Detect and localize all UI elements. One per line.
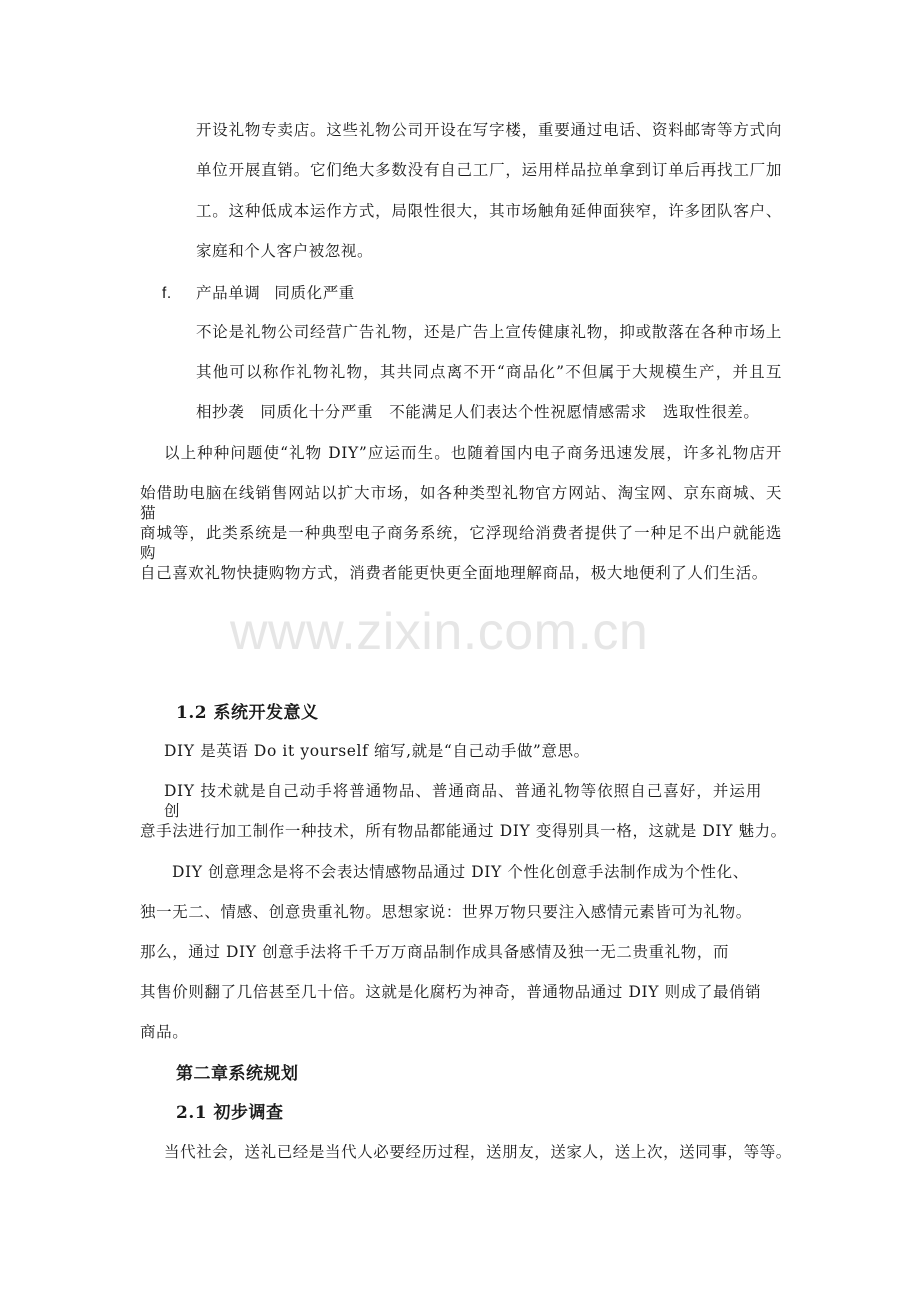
paragraph-line: 开设礼物专卖店。这些礼物公司开设在写字楼，重要通过电话、资料邮寄等方式向 <box>196 121 782 139</box>
list-item-title-part1: 产品单调 <box>196 284 261 302</box>
paragraph-line: 当代社会，送礼已经是当代人必要经历过程，送朋友，送家人，送上次，送同事，等等。 <box>164 1143 792 1161</box>
paragraph-line: 相抄袭 同质化十分严重 不能满足人们表达个性祝愿情感需求 选取性很差。 <box>196 403 760 421</box>
paragraph-line: 不论是礼物公司经营广告礼物，还是广告上宣传健康礼物，抑或散落在各种市场上 <box>196 323 782 341</box>
paragraph-line: 以上种种问题使“礼物 DIY”应运而生。也随着国内电子商务迅速发展，许多礼物店开 <box>164 444 782 462</box>
paragraph-line: 始借助电脑在线销售网站以扩大市场，如各种类型礼物官方网站、淘宝网、京东商城、天猫 <box>140 484 782 522</box>
chapter-heading-2: 第二章系统规划 <box>176 1064 299 1084</box>
paragraph-line: 商品。 <box>140 1023 189 1041</box>
watermark: www.zixin.com.cn <box>230 603 649 661</box>
section-heading-2-1: 2.1 初步调查 <box>176 1103 284 1123</box>
list-item-title-part2: 同质化严重 <box>274 284 355 302</box>
paragraph-line: 其他可以称作礼物礼物，其共同点离不开“商品化”不但属于大规模生产，并且互 <box>196 363 782 381</box>
paragraph-line: DIY 创意理念是将不会表达情感物品通过 DIY 个性化创意手法制作成为个性化、 <box>172 863 749 881</box>
paragraph-line: 那么，通过 DIY 创意手法将千千万万商品制作成具备感情及独一无二贵重礼物，而 <box>140 943 730 961</box>
paragraph-line: 工。这种低成本运作方式，局限性很大，其市场触角延伸面狭窄，许多团队客户、 <box>196 202 782 220</box>
paragraph-line: 独一无二、情感、创意贵重礼物。思想家说：世界万物只要注入感情元素皆可为礼物。 <box>140 903 752 921</box>
paragraph-line: DIY 技术就是自己动手将普通物品、普通商品、普通礼物等依照自己喜好，并运用创 <box>164 782 762 820</box>
list-item-f <box>162 283 355 304</box>
paragraph-line: 意手法进行加工制作一种技术，所有物品都能通过 DIY 变得别具一格，这就是 DIY 魅力。 <box>140 822 787 840</box>
paragraph-line: 家庭和个人客户被忽视。 <box>196 242 374 260</box>
paragraph-line: 商城等，此类系统是一种典型电子商务系统，它浮现给消费者提供了一种足不出户就能选购 <box>140 524 782 562</box>
paragraph-line: DIY 是英语 Do it yourself 缩写,就是“自己动手做”意思。 <box>164 742 590 760</box>
paragraph-line: 自己喜欢礼物快捷购物方式，消费者能更快更全面地理解商品，极大地便利了人们生活。 <box>140 564 768 582</box>
section-heading-1-2: 1.2 系统开发意义 <box>176 703 319 723</box>
paragraph-line: 其售价则翻了几倍甚至几十倍。这就是化腐朽为神奇，普通物品通过 DIY 则成了最俏销 <box>140 983 762 1001</box>
list-marker: f. <box>162 285 172 302</box>
paragraph-line: 单位开展直销。它们绝大多数没有自己工厂，运用样品拉单拿到订单后再找工厂加 <box>196 161 782 179</box>
